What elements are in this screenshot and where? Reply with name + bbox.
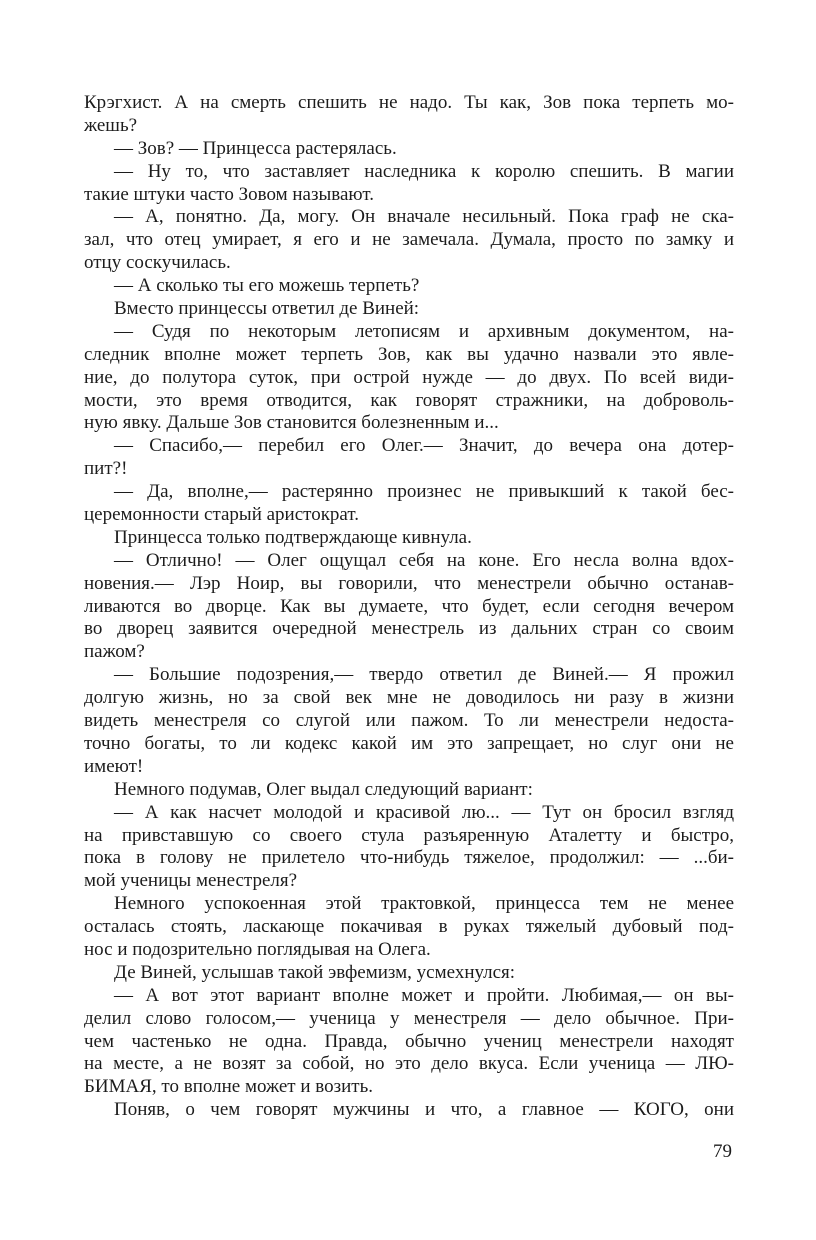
text-line: точно богаты, то ли кодекс какой им это запрещает, но слуг они не (84, 732, 734, 754)
text-line: пажом? (84, 641, 145, 663)
page-text (84, 92, 734, 1122)
text-line: имеют! (84, 755, 144, 777)
text-line: — Большие подозрения,— твердо ответил де Виней.— Я прожил (114, 664, 734, 686)
text-line: нос и подозрительно поглядывая на Олега. (84, 938, 431, 960)
text-line: Вместо принцессы ответил де Виней: (114, 298, 420, 320)
text-line: отцу соскучилась. (84, 252, 231, 274)
text-line: БИМАЯ, то вполне может и возить. (84, 1076, 374, 1098)
text-line: — А вот этот вариант вполне может и пройти. Любимая,— он вы- (114, 984, 734, 1006)
text-line: — А как насчет молодой и красивой лю... — Тут он бросил взгляд (114, 801, 734, 823)
text-line: во дворец заявится очередной менестрель из дальних стран со своим (84, 618, 734, 640)
text-line: ние, до полутора суток, при острой нужде — до двух. По всей види- (84, 366, 734, 388)
text-line: новения.— Лэр Ноир, вы говорили, что менестрели обычно останав- (84, 572, 734, 594)
text-line: осталась стоять, ласкающе покачивая в руках тяжелый дубовый под- (84, 916, 734, 938)
text-line: — А сколько ты его можешь терпеть? (114, 275, 420, 297)
text-line: на привставшую со своего стула разъяренную Аталетту и быстро, (84, 824, 734, 846)
text-line: Немного подумав, Олег выдал следующий вариант: (114, 778, 533, 800)
text-line: пока в голову не прилетело что-нибудь тяжелое, продолжил: — ...би- (84, 847, 734, 869)
text-line: Поняв, о чем говорят мужчины и что, а главное — КОГО, они (114, 1099, 734, 1121)
text-line: видеть менестреля со слугой или пажом. То ли менестрели недоста- (84, 710, 734, 732)
text-line: Крэгхист. А на смерть спешить не надо. Ты как, Зов пока терпеть мо- (84, 92, 734, 113)
text-line: ливаются во дворце. Как вы думаете, что будет, если сегодня вечером (84, 595, 734, 617)
text-line: такие штуки часто Зовом называют. (84, 183, 374, 205)
text-line: — Ну то, что заставляет наследника к королю спешить. В магии (114, 160, 734, 182)
text-line: зал, что отец умирает, я его и не замечала. Думала, просто по замку и (84, 229, 734, 251)
text-line: — Зов? — Принцесса растерялась. (114, 137, 397, 159)
text-line: — Да, вполне,— растерянно произнес не привыкший к такой бес- (114, 481, 734, 503)
text-line: Принцесса только подтверждающе кивнула. (114, 526, 472, 548)
text-line: Немного успокоенная этой трактовкой, принцесса тем не менее (114, 893, 734, 915)
text-line: долгую жизнь, но за свой век мне не доводилось ни разу в жизни (84, 687, 734, 709)
text-line: мости, это время отводится, как говорят стражники, на доброволь- (84, 389, 734, 411)
text-line: — Отлично! — Олег ощущал себя на коне. Его несла волна вдох- (114, 549, 734, 571)
text-line: — Судя по некоторым летописям и архивным документом, на- (114, 320, 734, 342)
text-line: следник вполне может терпеть Зов, как вы удачно назвали это явле- (84, 343, 734, 365)
text-line: церемонности старый аристократ. (84, 504, 359, 526)
text-line: мой ученицы менестреля? (84, 870, 298, 892)
page-number: 79 (713, 1141, 732, 1162)
text-line: на месте, а не возят за собой, но это дело вкуса. Если ученица — ЛЮ- (84, 1053, 734, 1075)
text-line: делил слово голосом,— ученица у менестреля — дело обычное. При- (84, 1007, 734, 1029)
text-line: чем частенько не одна. Правда, обычно учениц менестрели находят (84, 1030, 734, 1052)
text-line: жешь? (84, 114, 138, 136)
text-line: — Спасибо,— перебил его Олег.— Значит, до вечера она дотер- (114, 435, 734, 457)
text-line: — А, понятно. Да, могу. Он вначале несильный. Пока граф не ска- (114, 206, 734, 228)
text-line: ную явку. Дальше Зов становится болезненным и... (84, 412, 499, 434)
text-line: Де Виней, услышав такой эвфемизм, усмехнулся: (114, 961, 516, 983)
text-line: пит?! (84, 458, 128, 480)
